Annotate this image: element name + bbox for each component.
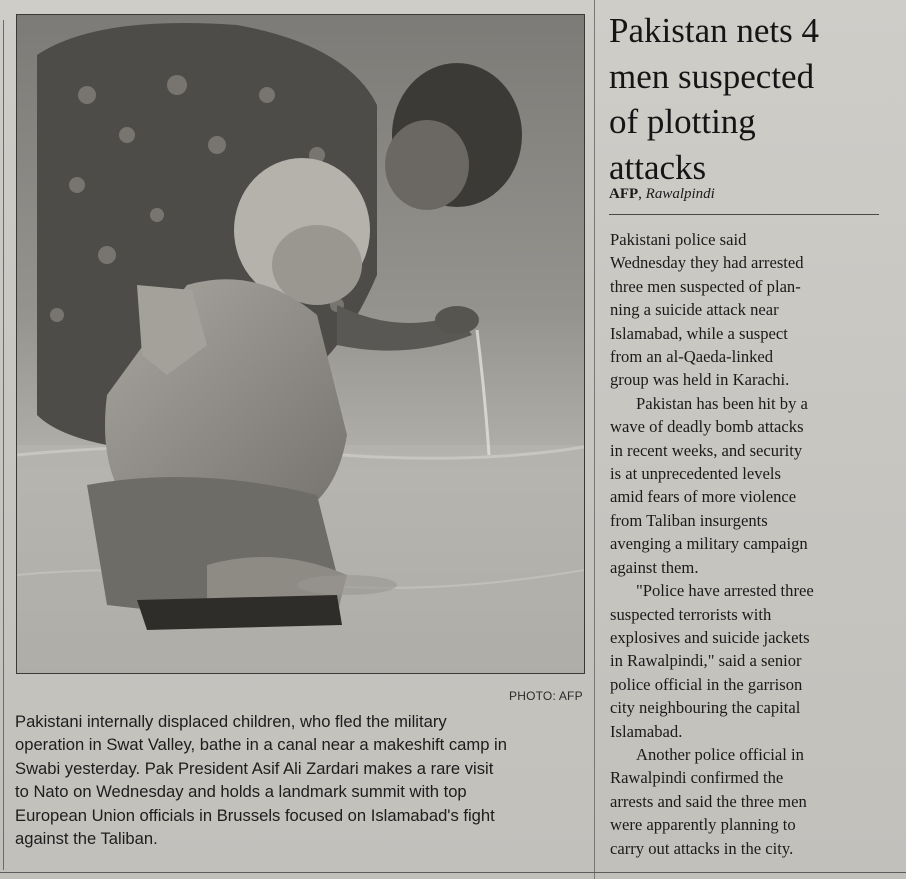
news-photo [16,14,585,674]
photo-credit: PHOTO: AFP [509,689,583,703]
caption-line: against the Taliban. [15,829,158,849]
caption-line: to Nato on Wednesday and holds a landmark summit with top [15,782,467,802]
body-line: avenging a military campaign [610,534,808,554]
headline-line: men suspected [609,56,815,96]
body-line: suspected terrorists with [610,604,772,624]
body-line: Pakistan has been hit by a [636,393,808,413]
page-edge-rule [3,20,4,870]
caption-line: Pakistani internally displaced children, who fled the military [15,712,447,731]
body-line: is at unprecedented levels [610,464,781,484]
column-divider [594,0,595,879]
body-line: city neighbouring the capital [610,698,801,718]
article-dateline: AFP, Rawalpindi [609,186,715,202]
body-line: "Police have arrested three [636,581,814,601]
body-line: wave of deadly bomb attacks [610,417,804,437]
body-line: group was held in Karachi. [610,370,790,390]
body-line: Pakistani police said [610,230,747,249]
body-line: from an al-Qaeda-linked [610,347,774,367]
page-bottom-rule [0,872,906,873]
body-line: Islamabad, while a suspect [610,323,788,343]
body-line: Islamabad. [610,721,683,741]
body-line: ning a suicide attack near [610,300,779,320]
headline-line: attacks [609,147,707,187]
body-line: from Taliban insurgents [610,510,768,530]
article-headline [609,8,899,190]
body-line: police official in the garrison [610,674,803,694]
body-line: Rawalpindi confirmed the [610,768,784,788]
body-line: three men suspected of plan- [610,276,801,296]
article-body [610,228,882,860]
article-location: Rawalpindi [645,186,715,202]
body-line: Another police official in [636,744,804,764]
body-line: explosives and suicide jackets [610,627,810,647]
body-line: amid fears of more violence [610,487,797,507]
body-line: arrests and said the three men [610,791,807,811]
caption-line: European Union officials in Brussels focused on Islamabad's fight [15,805,495,825]
body-line: against them. [610,557,699,577]
body-line: Wednesday they had arrested [610,253,804,273]
body-line: carry out attacks in the city. [610,838,794,858]
photo-caption [15,710,587,850]
body-line: in recent weeks, and security [610,440,803,460]
body-line: were apparently planning to [610,815,796,835]
photo-illustration [17,15,584,673]
article-source: AFP [609,186,639,202]
headline-rule [609,214,879,215]
caption-line: Swabi yesterday. Pak President Asif Ali Zardari makes a rare visit [15,758,494,778]
body-line: in Rawalpindi," said a senior [610,651,802,671]
headline-line: Pakistan nets 4 [609,11,819,50]
headline-line: of plotting [609,102,756,141]
caption-line: operation in Swat Valley, bathe in a canal near a makeshift camp in [15,735,507,755]
